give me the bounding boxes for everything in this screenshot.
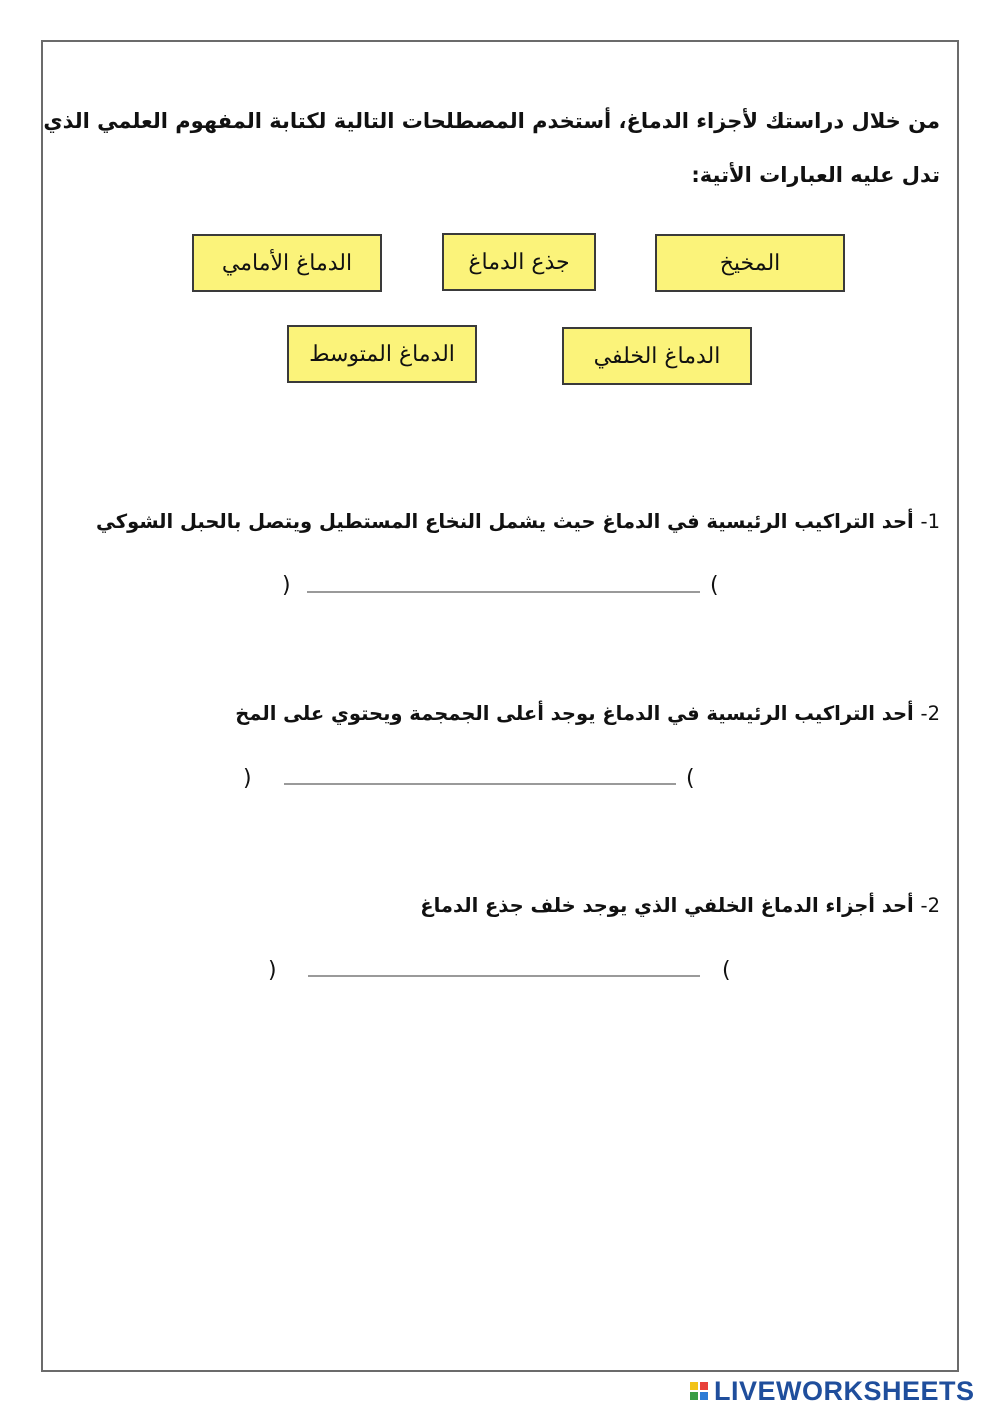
- question-number: 1-: [920, 510, 940, 533]
- answer-blank-3[interactable]: [308, 975, 700, 977]
- close-paren: ): [268, 958, 277, 983]
- open-paren: (: [710, 573, 719, 598]
- term-box-cerebellum[interactable]: المخيخ: [655, 234, 845, 292]
- instructions-line-2: تدل عليه العبارات الأتية:: [691, 163, 940, 187]
- question-number: 2-: [920, 702, 940, 725]
- instructions-line-1: من خلال دراستك لأجزاء الدماغ، أستخدم المصطلحات التالية لكتابة المفهوم العلمي الذي: [43, 109, 940, 133]
- close-paren: ): [243, 766, 252, 791]
- close-paren: ): [282, 573, 291, 598]
- question-text: أحد التراكيب الرئيسية في الدماغ يوجد أعلى الجمجمة ويحتوي على المخ: [235, 702, 921, 725]
- question-1: [96, 507, 940, 537]
- term-box-brainstem[interactable]: جذع الدماغ: [442, 233, 596, 291]
- logo-squares-icon: [690, 1382, 708, 1400]
- question-3: [420, 891, 940, 921]
- question-text: أحد التراكيب الرئيسية في الدماغ حيث يشمل النخاع المستطيل ويتصل بالحبل الشوكي: [96, 510, 921, 533]
- question-2: [235, 699, 940, 729]
- answer-blank-1[interactable]: [307, 591, 700, 593]
- liveworksheets-logo: [690, 1374, 975, 1408]
- answer-blank-2[interactable]: [284, 783, 676, 785]
- open-paren: (: [686, 766, 695, 791]
- term-box-hindbrain[interactable]: الدماغ الخلفي: [562, 327, 752, 385]
- question-text: أحد أجزاء الدماغ الخلفي الذي يوجد خلف جذع الدماغ: [420, 894, 921, 917]
- brand-name: LIVEWORKSHEETS: [714, 1375, 975, 1406]
- question-number: 2-: [920, 894, 940, 917]
- term-box-forebrain[interactable]: الدماغ الأمامي: [192, 234, 382, 292]
- open-paren: (: [722, 958, 731, 983]
- term-box-midbrain[interactable]: الدماغ المتوسط: [287, 325, 477, 383]
